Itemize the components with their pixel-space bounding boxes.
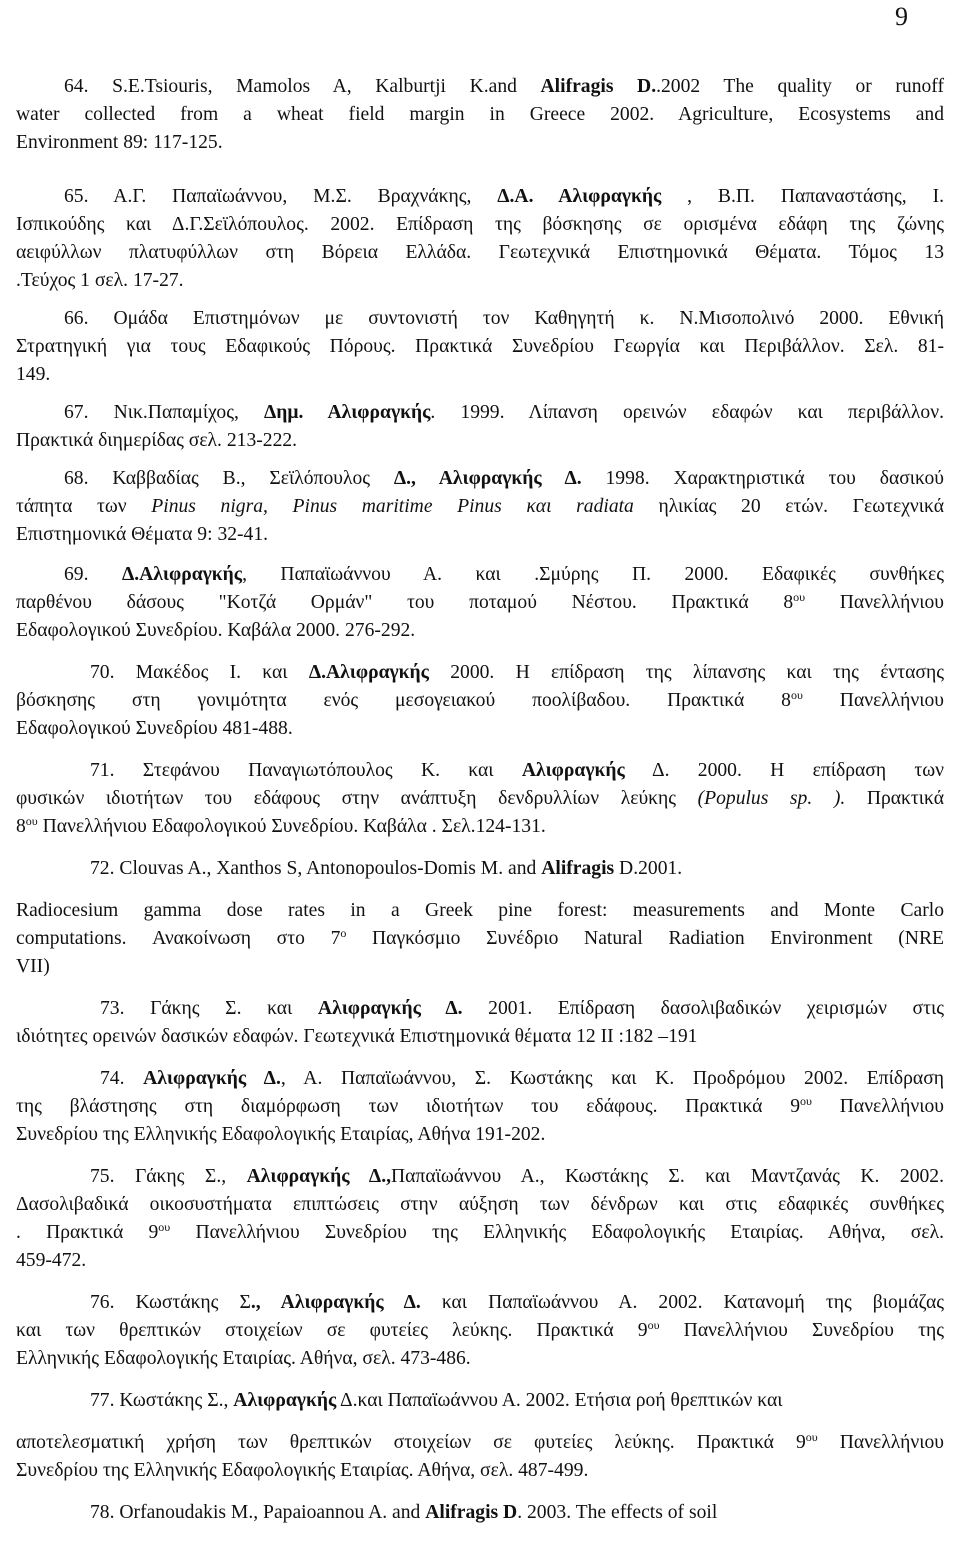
- reference-line: [16, 1024, 944, 1050]
- reference-text: και Παπαϊωάννου Α. 2002. Κατανομή της βιομάζας: [420, 1292, 944, 1313]
- reference-line: [100, 1066, 944, 1092]
- reference-text: Πανελλήνιου: [811, 1096, 944, 1117]
- reference-text: 459-472.: [16, 1250, 87, 1271]
- reference-line: [64, 184, 944, 210]
- reference-text: .2002 The quality or runoff: [656, 76, 945, 97]
- reference-text: 66. Ομάδα Επιστημόνων με συντονιστή τον Καθηγητή κ. Ν.Μισοπολινό 2000. Εθνική: [64, 308, 944, 329]
- reference-line: [16, 522, 944, 548]
- reference-line: [16, 240, 944, 266]
- reference-text: αποτελεσματική χρήση των θρεπτικών στοιχείων σε φυτείες λεύκης. Πρακτικά 9: [16, 1432, 806, 1453]
- reference-line: [100, 996, 944, 1022]
- reference-text: Πανελλήνιου: [802, 690, 945, 711]
- reference-text: 2000. Η επίδραση της λίπανσης και της έντασης: [428, 662, 944, 683]
- reference-line: [90, 1164, 944, 1190]
- reference-text: 70. Μακέδος Ι. και: [90, 662, 309, 683]
- reference-text: αειφύλλων πλατυφύλλων στη Βόρεια Ελλάδα. Γεωτεχνικά Επιστημονικά Θέματα. Τόμος 13: [16, 242, 944, 263]
- reference-text: Επιστημονικά Θέματα 9: 32-41.: [16, 524, 269, 545]
- reference-line: [16, 494, 944, 520]
- reference-text: φυσικών ιδιοτήτων του εδάφους στην ανάπτυξη δενδρυλλίων λεύκης: [16, 788, 698, 809]
- reference-text: Ισπικούδης και Δ.Γ.Σεϊλόπουλος. 2002. Επίδραση της βόσκησης σε ορισμένα εδάφη της ζώνης: [16, 214, 944, 235]
- reference-text: 68. Καββαδίας Β., Σεϊλόπουλος: [64, 468, 394, 489]
- reference-line: [16, 1248, 944, 1274]
- reference-text: Εδαφολογικού Συνεδρίου 481-488.: [16, 718, 293, 739]
- bold-author-text: Δ.Αλιφραγκής: [121, 564, 243, 585]
- bold-author-text: Δ., Αλιφραγκής Δ.: [393, 468, 582, 489]
- reference-text: Δασολιβαδικά οικοσυστήματα επιπτώσεις στην αύξηση των δένδρων και στις εδαφικές συνθήκες: [16, 1194, 944, 1215]
- reference-text: Στρατηγική για τους Εδαφικούς Πόρους. Πρακτικά Συνεδρίου Γεωργία και Περιβάλλον. Σελ. 81-: [16, 336, 944, 357]
- superscript-text: ου: [805, 1430, 818, 1444]
- reference-text: . Πρακτικά 9: [16, 1222, 159, 1243]
- reference-text: 76. Κωστάκης Σ: [90, 1292, 251, 1313]
- reference-text: , Παπαϊωάννου Α. και .Σμύρης Π. 2000. Εδαφικές συνθήκες: [242, 564, 945, 585]
- reference-line: [64, 562, 944, 588]
- reference-text: 149.: [16, 364, 51, 385]
- reference-line: [90, 1500, 944, 1526]
- reference-text: water collected from a wheat field margin in Greece 2002. Agriculture, Ecosystems and: [16, 104, 944, 125]
- reference-text: Πανελλήνιου: [817, 1432, 944, 1453]
- reference-text: Πανελλήνιου Εδαφολογικού Συνεδρίου. Καβάλα . Σελ.124-131.: [37, 816, 546, 837]
- reference-text: D.2001.: [614, 858, 683, 879]
- reference-text: 8: [16, 816, 26, 837]
- reference-text: 72. Clouvas A., Xanthos S, Antonopoulos-Domis M. and: [90, 858, 542, 879]
- bold-author-text: Alifragis D.: [540, 76, 657, 97]
- italic-text: Pinus nigra, Pinus maritime Pinus και radiata: [151, 496, 634, 517]
- reference-line: [16, 898, 944, 924]
- reference-line: [16, 428, 944, 454]
- reference-line: [16, 268, 944, 294]
- bold-author-text: Αλιφραγκής Δ.: [143, 1068, 281, 1089]
- reference-line: [90, 758, 944, 784]
- reference-text: Πρακτικά διημερίδας σελ. 213-222.: [16, 430, 298, 451]
- bold-author-text: Alifragis D: [425, 1502, 518, 1523]
- reference-text: Συνεδρίου της Ελληνικής Εδαφολογικής Εταιρίας, Αθήνα 191-202.: [16, 1124, 546, 1145]
- bold-author-text: Δ.Α. Αλιφραγκής: [497, 186, 662, 207]
- reference-text: Πανελλήνιου Συνεδρίου της: [659, 1320, 944, 1341]
- reference-line: [16, 954, 944, 980]
- reference-line: [16, 1192, 944, 1218]
- reference-line: [16, 716, 944, 742]
- reference-text: . 2003. The effects of soil: [517, 1502, 718, 1523]
- bold-author-text: ., Αλιφραγκής Δ.: [250, 1292, 421, 1313]
- bold-author-text: Alifragis: [541, 858, 615, 879]
- reference-line: [16, 926, 944, 952]
- reference-text: 78. Orfanoudakis M., Papaioannou A. and: [90, 1502, 426, 1523]
- bold-author-text: Αλιφραγκής: [233, 1390, 337, 1411]
- reference-text: 69.: [64, 564, 122, 585]
- reference-text: Ελληνικής Εδαφολογικής Εταιρίας. Αθήνα, σελ. 473-486.: [16, 1348, 471, 1369]
- italic-text: (Populus sp. ).: [697, 788, 846, 809]
- reference-line: [90, 1388, 944, 1414]
- reference-text: 77. Κωστάκης Σ.,: [90, 1390, 234, 1411]
- reference-line: [16, 1094, 944, 1120]
- reference-line: [16, 1220, 944, 1246]
- superscript-text: ου: [647, 1318, 660, 1332]
- reference-text: , Β.Π. Παπαναστάσης, Ι.: [661, 186, 945, 207]
- reference-text: Radiocesium gamma dose rates in a Greek pine forest: measurements and Monte Carlo: [16, 900, 944, 921]
- superscript-text: ου: [158, 1220, 171, 1234]
- reference-text: , Α. Παπαϊωάννου, Σ. Κωστάκης και Κ. Προδρόμου 2002. Επίδραση: [280, 1068, 945, 1089]
- superscript-text: ου: [793, 590, 806, 604]
- reference-text: . 1999. Λίπανση ορεινών εδαφών και περιβάλλον.: [430, 402, 944, 423]
- reference-line: [16, 130, 944, 156]
- reference-line: [64, 400, 944, 426]
- bold-author-text: Αλιφραγκής: [521, 760, 625, 781]
- reference-text: 74.: [100, 1068, 144, 1089]
- bold-author-text: Αλιφραγκής Δ.: [317, 998, 463, 1019]
- reference-text: Παπαϊωάννου Α., Κωστάκης Σ. και Μαντζανάς Κ. 2002.: [391, 1166, 944, 1187]
- bold-author-text: Δ.Αλιφραγκής: [308, 662, 429, 683]
- reference-text: 73. Γάκης Σ. και: [100, 998, 318, 1019]
- reference-text: 65. Α.Γ. Παπαϊωάννου, Μ.Σ. Βραχνάκης,: [64, 186, 498, 207]
- reference-text: Παγκόσμιο Συνέδριο Natural Radiation Environment (NRE: [346, 928, 944, 949]
- reference-line: [16, 334, 944, 360]
- reference-text: 75. Γάκης Σ.,: [90, 1166, 247, 1187]
- reference-text: computations. Ανακοίνωση στο 7: [16, 928, 341, 949]
- reference-text: και των θρεπτικών στοιχείων σε φυτείες λεύκης. Πρακτικά 9: [16, 1320, 648, 1341]
- reference-text: βόσκησης στη γονιμότητα ενός μεσογειακού ποολίβαδου. Πρακτικά 8: [16, 690, 791, 711]
- reference-line: [16, 1346, 944, 1372]
- reference-line: [64, 306, 944, 332]
- bold-author-text: Δημ. Αλιφραγκής: [264, 402, 431, 423]
- reference-line: [16, 618, 944, 644]
- reference-line: [16, 1318, 944, 1344]
- reference-text: Πανελλήνιου: [805, 592, 944, 613]
- reference-text: Εδαφολογικού Συνεδρίου. Καβάλα 2000. 276-292.: [16, 620, 416, 641]
- reference-line: [16, 814, 944, 840]
- reference-line: [16, 1458, 944, 1484]
- reference-line: [16, 102, 944, 128]
- reference-text: της βλάστησης στη διαμόρφωση των ιδιοτήτων του εδάφους. Πρακτικά 9: [16, 1096, 801, 1117]
- reference-line: [90, 660, 944, 686]
- superscript-text: ου: [25, 814, 38, 828]
- bold-author-text: Αλιφραγκής Δ.,: [246, 1166, 392, 1187]
- reference-text: Συνεδρίου της Ελληνικής Εδαφολογικής Εταιρίας. Αθήνα, σελ. 487-499.: [16, 1460, 589, 1481]
- reference-line: [90, 856, 944, 882]
- reference-line: [16, 362, 944, 388]
- reference-text: Δ.και Παπαϊωάννου Α. 2002. Ετήσια ροή θρεπτικών και: [336, 1390, 783, 1411]
- reference-text: .Τεύχος 1 σελ. 17-27.: [16, 270, 184, 291]
- reference-text: VII): [16, 956, 50, 977]
- reference-line: [16, 786, 944, 812]
- reference-text: 1998. Χαρακτηριστικά του δασικού: [581, 468, 944, 489]
- reference-text: Πρακτικά: [845, 788, 944, 809]
- reference-text: 64. S.E.Tsiouris, Mamolos A, Kalburtji K.and: [64, 76, 541, 97]
- page-number: 9: [895, 2, 908, 31]
- superscript-text: ο: [340, 926, 347, 940]
- reference-text: 67. Νικ.Παπαμίχος,: [64, 402, 264, 423]
- reference-text: παρθένου δάσους "Κοτζά Ορμάν" του ποταμού Νέστου. Πρακτικά 8: [16, 592, 794, 613]
- reference-text: τάπητα των: [16, 496, 152, 517]
- superscript-text: ου: [800, 1094, 812, 1108]
- reference-line: [16, 1430, 944, 1456]
- reference-text: 71. Στεφάνου Παναγιωτόπουλος Κ. και: [90, 760, 522, 781]
- reference-text: Πανελλήνιου Συνεδρίου της Ελληνικής Εδαφολογικής Εταιρίας. Αθήνα, σελ.: [170, 1222, 944, 1243]
- reference-line: [16, 212, 944, 238]
- reference-line: [16, 1122, 944, 1148]
- superscript-text: ου: [790, 688, 803, 702]
- reference-line: [90, 1290, 944, 1316]
- reference-text: Δ. 2000. Η επίδραση των: [624, 760, 944, 781]
- reference-line: [16, 590, 944, 616]
- reference-text: ηλικίας 20 ετών. Γεωτεχνικά: [633, 496, 944, 517]
- reference-line: [64, 74, 944, 100]
- reference-text: Environment 89: 117-125.: [16, 132, 223, 153]
- reference-line: [16, 688, 944, 714]
- reference-text: ιδιότητες ορεινών δασικών εδαφών. Γεωτεχνικά Επιστημονικά θέματα 12 ΙΙ :182 –191: [16, 1026, 698, 1047]
- reference-line: [64, 466, 944, 492]
- reference-text: 2001. Επίδραση δασολιβαδικών χειρισμών στις: [462, 998, 944, 1019]
